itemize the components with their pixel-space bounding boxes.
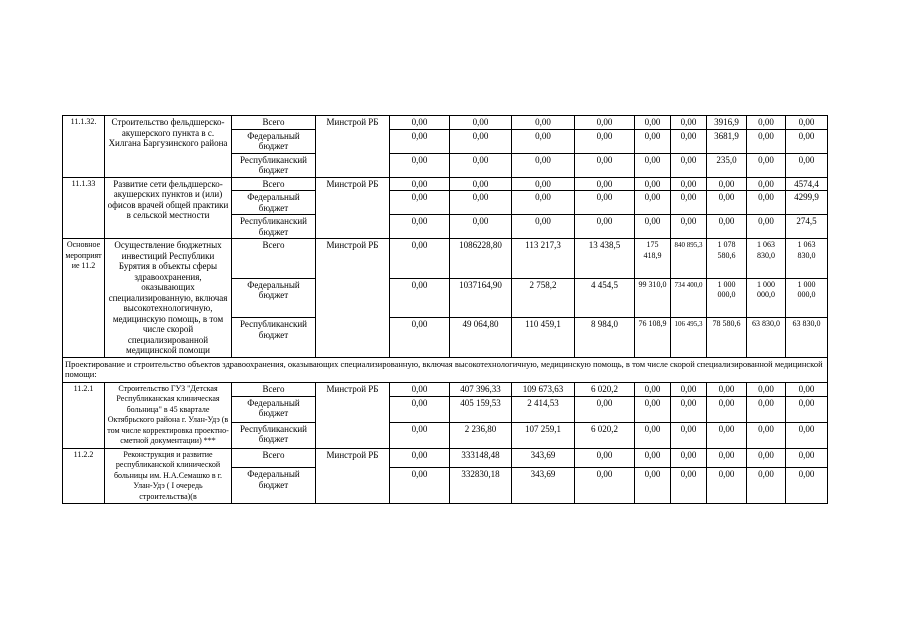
value-cell: 0,00 — [747, 153, 786, 177]
activity-name: Строительство фельдшерско-акушерского пункта в с. Хилгана Баргузинского района — [105, 116, 232, 178]
value-cell: 1 000 000,0 — [747, 278, 786, 318]
value-cell: 0,00 — [671, 382, 707, 396]
value-cell: 1 063 830,0 — [747, 239, 786, 279]
table-row — [63, 448, 828, 468]
value-cell: 0,00 — [575, 448, 635, 468]
value-cell: 0,00 — [575, 468, 635, 504]
value-cell: 343,69 — [512, 468, 575, 504]
value-cell: 107 259,1 — [512, 422, 575, 448]
value-cell: 840 895,3 — [671, 239, 707, 279]
value-cell: 63 830,0 — [747, 318, 786, 358]
funding-source: Республиканский бюджет — [232, 215, 316, 239]
value-cell: 0,00 — [671, 153, 707, 177]
value-cell: 0,00 — [390, 215, 450, 239]
value-cell: 734 400,0 — [671, 278, 707, 318]
value-cell: 2 414,53 — [512, 396, 575, 422]
budget-table — [62, 115, 828, 504]
value-cell: 0,00 — [575, 177, 635, 191]
value-cell: 49 064,80 — [450, 318, 512, 358]
value-cell: 405 159,53 — [450, 396, 512, 422]
value-cell: 0,00 — [390, 153, 450, 177]
funding-source: Республиканский бюджет — [232, 422, 316, 448]
row-code: 11.2.2 — [63, 448, 105, 504]
value-cell: 1 000 000,0 — [707, 278, 747, 318]
value-cell: 0,00 — [707, 468, 747, 504]
value-cell: 0,00 — [671, 448, 707, 468]
value-cell: 0,00 — [671, 422, 707, 448]
value-cell: 0,00 — [635, 177, 671, 191]
funding-source: Республиканский бюджет — [232, 318, 316, 358]
value-cell: 0,00 — [450, 215, 512, 239]
value-cell: 99 310,0 — [635, 278, 671, 318]
value-cell: 0,00 — [707, 422, 747, 448]
value-cell: 0,00 — [575, 116, 635, 130]
value-cell: 0,00 — [635, 396, 671, 422]
value-cell: 0,00 — [786, 422, 828, 448]
value-cell: 0,00 — [390, 177, 450, 191]
funding-source: Всего — [232, 382, 316, 396]
value-cell: 1 078 580,6 — [707, 239, 747, 279]
table-row — [63, 177, 828, 191]
value-cell: 0,00 — [512, 129, 575, 153]
executor: Минстрой РБ — [316, 448, 390, 504]
value-cell: 0,00 — [671, 215, 707, 239]
table-row — [63, 116, 828, 130]
value-cell: 113 217,3 — [512, 239, 575, 279]
executor: Минстрой РБ — [316, 382, 390, 448]
value-cell: 0,00 — [390, 239, 450, 279]
value-cell: 0,00 — [786, 396, 828, 422]
value-cell: 0,00 — [786, 116, 828, 130]
value-cell: 0,00 — [786, 129, 828, 153]
activity-name: Реконструкция и развитие республиканской клинической больницы им. Н.А.Семашко в г. Улан-Удэ ( I очередь строительства)(в — [105, 448, 232, 504]
value-cell: 0,00 — [390, 129, 450, 153]
table-row — [63, 239, 828, 279]
value-cell: 4574,4 — [786, 177, 828, 191]
value-cell: 0,00 — [635, 422, 671, 448]
value-cell: 0,00 — [747, 422, 786, 448]
value-cell: 0,00 — [707, 177, 747, 191]
value-cell: 0,00 — [786, 153, 828, 177]
value-cell: 0,00 — [707, 396, 747, 422]
value-cell: 1037164,90 — [450, 278, 512, 318]
value-cell: 6 020,2 — [575, 382, 635, 396]
value-cell: 0,00 — [747, 191, 786, 215]
value-cell: 0,00 — [512, 116, 575, 130]
activity-name: Осуществление бюджетных инвестиций Республики Бурятия в объекты сферы здравоохранения, оказывающих специализированную, включая высокотехнологичную, медицинскую помощь, в том числе скорой специализированной медицинской помощи — [105, 239, 232, 358]
value-cell: 0,00 — [390, 396, 450, 422]
value-cell: 0,00 — [707, 382, 747, 396]
value-cell: 0,00 — [512, 177, 575, 191]
value-cell: 0,00 — [635, 215, 671, 239]
value-cell: 6 020,2 — [575, 422, 635, 448]
value-cell: 0,00 — [512, 191, 575, 215]
value-cell: 0,00 — [747, 468, 786, 504]
executor: Минстрой РБ — [316, 177, 390, 239]
value-cell: 0,00 — [450, 116, 512, 130]
note-text: Проектирование и строительство объектов здравоохранения, оказывающих специализированную, включая высокотехнологичную, медицинскую помощь, в том числе скорой специализированной медицинской помощи: — [63, 357, 828, 382]
value-cell: 0,00 — [671, 396, 707, 422]
value-cell: 2 236,80 — [450, 422, 512, 448]
value-cell: 0,00 — [635, 153, 671, 177]
value-cell: 109 673,63 — [512, 382, 575, 396]
row-code: 11.2.1 — [63, 382, 105, 448]
value-cell: 1086228,80 — [450, 239, 512, 279]
value-cell: 0,00 — [671, 191, 707, 215]
funding-source: Всего — [232, 177, 316, 191]
value-cell: 274,5 — [786, 215, 828, 239]
value-cell: 0,00 — [747, 129, 786, 153]
value-cell: 4 454,5 — [575, 278, 635, 318]
value-cell: 3916,9 — [707, 116, 747, 130]
value-cell: 0,00 — [390, 382, 450, 396]
value-cell: 0,00 — [575, 191, 635, 215]
funding-source: Федеральный бюджет — [232, 191, 316, 215]
value-cell: 8 984,0 — [575, 318, 635, 358]
value-cell: 0,00 — [671, 468, 707, 504]
value-cell: 1 000 000,0 — [786, 278, 828, 318]
funding-source: Республиканский бюджет — [232, 153, 316, 177]
value-cell: 63 830,0 — [786, 318, 828, 358]
value-cell: 0,00 — [575, 215, 635, 239]
row-code: 11.1.32. — [63, 116, 105, 178]
value-cell: 0,00 — [635, 382, 671, 396]
value-cell: 4299,9 — [786, 191, 828, 215]
value-cell: 0,00 — [747, 177, 786, 191]
table-row — [63, 382, 828, 396]
value-cell: 0,00 — [671, 177, 707, 191]
value-cell: 0,00 — [747, 382, 786, 396]
value-cell: 0,00 — [450, 191, 512, 215]
row-code: Основное мероприятие 11.2 — [63, 239, 105, 358]
value-cell: 0,00 — [707, 215, 747, 239]
value-cell: 0,00 — [786, 468, 828, 504]
value-cell: 332830,18 — [450, 468, 512, 504]
value-cell: 0,00 — [512, 153, 575, 177]
value-cell: 0,00 — [635, 191, 671, 215]
executor: Минстрой РБ — [316, 116, 390, 178]
value-cell: 0,00 — [575, 396, 635, 422]
value-cell: 0,00 — [707, 448, 747, 468]
funding-source: Всего — [232, 239, 316, 279]
value-cell: 0,00 — [671, 116, 707, 130]
value-cell: 0,00 — [390, 278, 450, 318]
value-cell: 0,00 — [635, 129, 671, 153]
funding-source: Всего — [232, 116, 316, 130]
value-cell: 0,00 — [575, 153, 635, 177]
value-cell: 0,00 — [512, 215, 575, 239]
value-cell: 0,00 — [390, 448, 450, 468]
value-cell: 0,00 — [390, 116, 450, 130]
value-cell: 2 758,2 — [512, 278, 575, 318]
value-cell: 0,00 — [747, 116, 786, 130]
value-cell: 0,00 — [786, 448, 828, 468]
value-cell: 76 108,9 — [635, 318, 671, 358]
value-cell: 1 063 830,0 — [786, 239, 828, 279]
activity-name: Строительство ГУЗ "Детская Республиканская клиническая больница" в 45 квартале Октябрьского района г. Улан-Удэ (в том числе корректировка проектно-сметной документации) *** — [105, 382, 232, 448]
value-cell: 13 438,5 — [575, 239, 635, 279]
funding-source: Федеральный бюджет — [232, 468, 316, 504]
value-cell: 0,00 — [635, 116, 671, 130]
value-cell: 78 580,6 — [707, 318, 747, 358]
value-cell: 0,00 — [747, 215, 786, 239]
value-cell: 0,00 — [747, 396, 786, 422]
value-cell: 0,00 — [450, 153, 512, 177]
value-cell: 0,00 — [635, 468, 671, 504]
value-cell: 0,00 — [575, 129, 635, 153]
value-cell: 0,00 — [390, 191, 450, 215]
value-cell: 0,00 — [671, 129, 707, 153]
value-cell: 0,00 — [786, 382, 828, 396]
value-cell: 175 418,9 — [635, 239, 671, 279]
note-row — [63, 357, 828, 382]
value-cell: 0,00 — [450, 177, 512, 191]
value-cell: 110 459,1 — [512, 318, 575, 358]
value-cell: 0,00 — [390, 318, 450, 358]
value-cell: 106 495,3 — [671, 318, 707, 358]
value-cell: 235,0 — [707, 153, 747, 177]
funding-source: Федеральный бюджет — [232, 278, 316, 318]
value-cell: 333148,48 — [450, 448, 512, 468]
value-cell: 0,00 — [390, 468, 450, 504]
executor: Минстрой РБ — [316, 239, 390, 358]
activity-name: Развитие сети фельдшерско-акушерских пунктов и (или) офисов врачей общей практики в сельской местности — [105, 177, 232, 239]
value-cell: 3681,9 — [707, 129, 747, 153]
funding-source: Всего — [232, 448, 316, 468]
budget-table-page — [62, 115, 827, 504]
value-cell: 0,00 — [747, 448, 786, 468]
funding-source: Федеральный бюджет — [232, 396, 316, 422]
value-cell: 0,00 — [707, 191, 747, 215]
row-code: 11.1.33 — [63, 177, 105, 239]
value-cell: 407 396,33 — [450, 382, 512, 396]
value-cell: 0,00 — [390, 422, 450, 448]
value-cell: 0,00 — [450, 129, 512, 153]
value-cell: 343,69 — [512, 448, 575, 468]
funding-source: Федеральный бюджет — [232, 129, 316, 153]
value-cell: 0,00 — [635, 448, 671, 468]
